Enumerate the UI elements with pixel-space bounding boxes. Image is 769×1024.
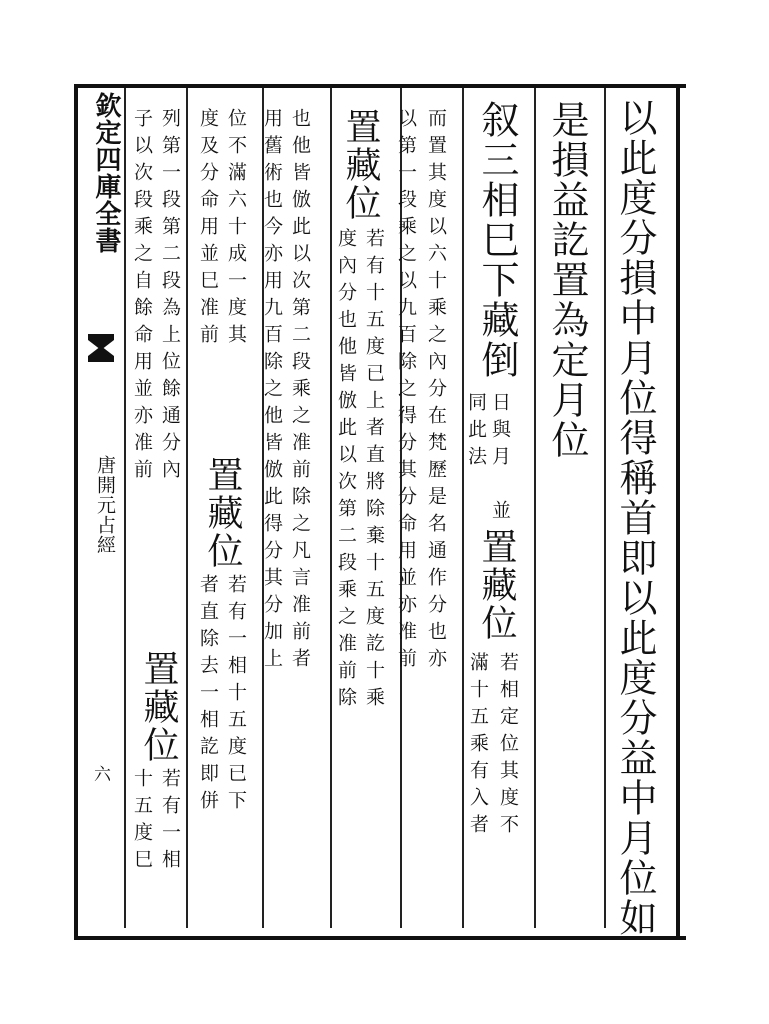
text-column-9-heading: 置藏位 [202,456,243,570]
text-column-3-heading: 置藏位 [476,528,517,642]
text-column-2: 是損益訖置為定月位 [545,100,589,460]
text-column-3-note2: 並 [489,500,511,527]
text-column-1: 以此度分損中月位得稱首即以此度分益中月位如 [613,98,657,938]
text-column-12-heading: 置藏位 [138,650,179,764]
text-column-12: 子以次段乘之自餘命用並亦准前 [131,108,153,486]
text-column-3-note-right: 日與月 [489,392,511,473]
text-column-8: 用舊術也今亦用九百除之他皆倣此得分其分加上 [261,108,283,675]
text-column-3-note3-left: 滿十五乘有入者 [467,652,489,841]
text-column-5: 以第一段乘之以九百除之得分其分命用並亦准前 [395,108,417,675]
text-column-3-note3-right: 若相定位其度不 [497,652,519,841]
fish-tail-mark-icon [86,330,116,366]
page-frame-right-edge [676,84,680,936]
text-column-6-note-left: 度內分也他皆倣此以次第二段乘之准前除 [335,228,357,714]
text-column-4: 而置其度以六十乘之內分在梵歷是名通作分也亦 [425,108,447,675]
text-column-9-top: 位不滿六十成一度其 [225,108,247,351]
column-rule [462,88,464,928]
column-rule [534,88,536,928]
text-column-12-note: 十五度巳 [131,768,153,876]
text-column-6-note-right: 若有十五度已上者直將除棄十五度訖十乘 [363,228,385,714]
text-column-3-note-left: 同此法 [465,392,487,473]
column-rule [604,88,606,928]
text-column-11: 列第一段第二段為上位餘通分內 [159,108,181,486]
text-column-11-note: 若有一相 [159,768,181,876]
text-column-3-main: 叙三相巳下藏倒 [475,100,519,380]
text-column-10-note: 者直除去一相訖即併 [197,574,219,817]
text-column-7: 也他皆倣此以次第二段乘之准前除之凡言准前者 [289,108,311,675]
page-number: 六 [94,765,111,785]
text-column-10-top: 度及分命用並巳准前 [197,108,219,351]
book-title: 唐開元占經 [94,455,116,555]
column-rule [330,88,332,928]
text-column-9-note: 若有一相十五度已下 [225,574,247,817]
collection-title: 欽定四庫全書 [91,92,121,254]
text-column-6-heading: 置藏位 [340,108,381,222]
margin-divider [124,88,126,928]
column-rule [186,88,188,928]
